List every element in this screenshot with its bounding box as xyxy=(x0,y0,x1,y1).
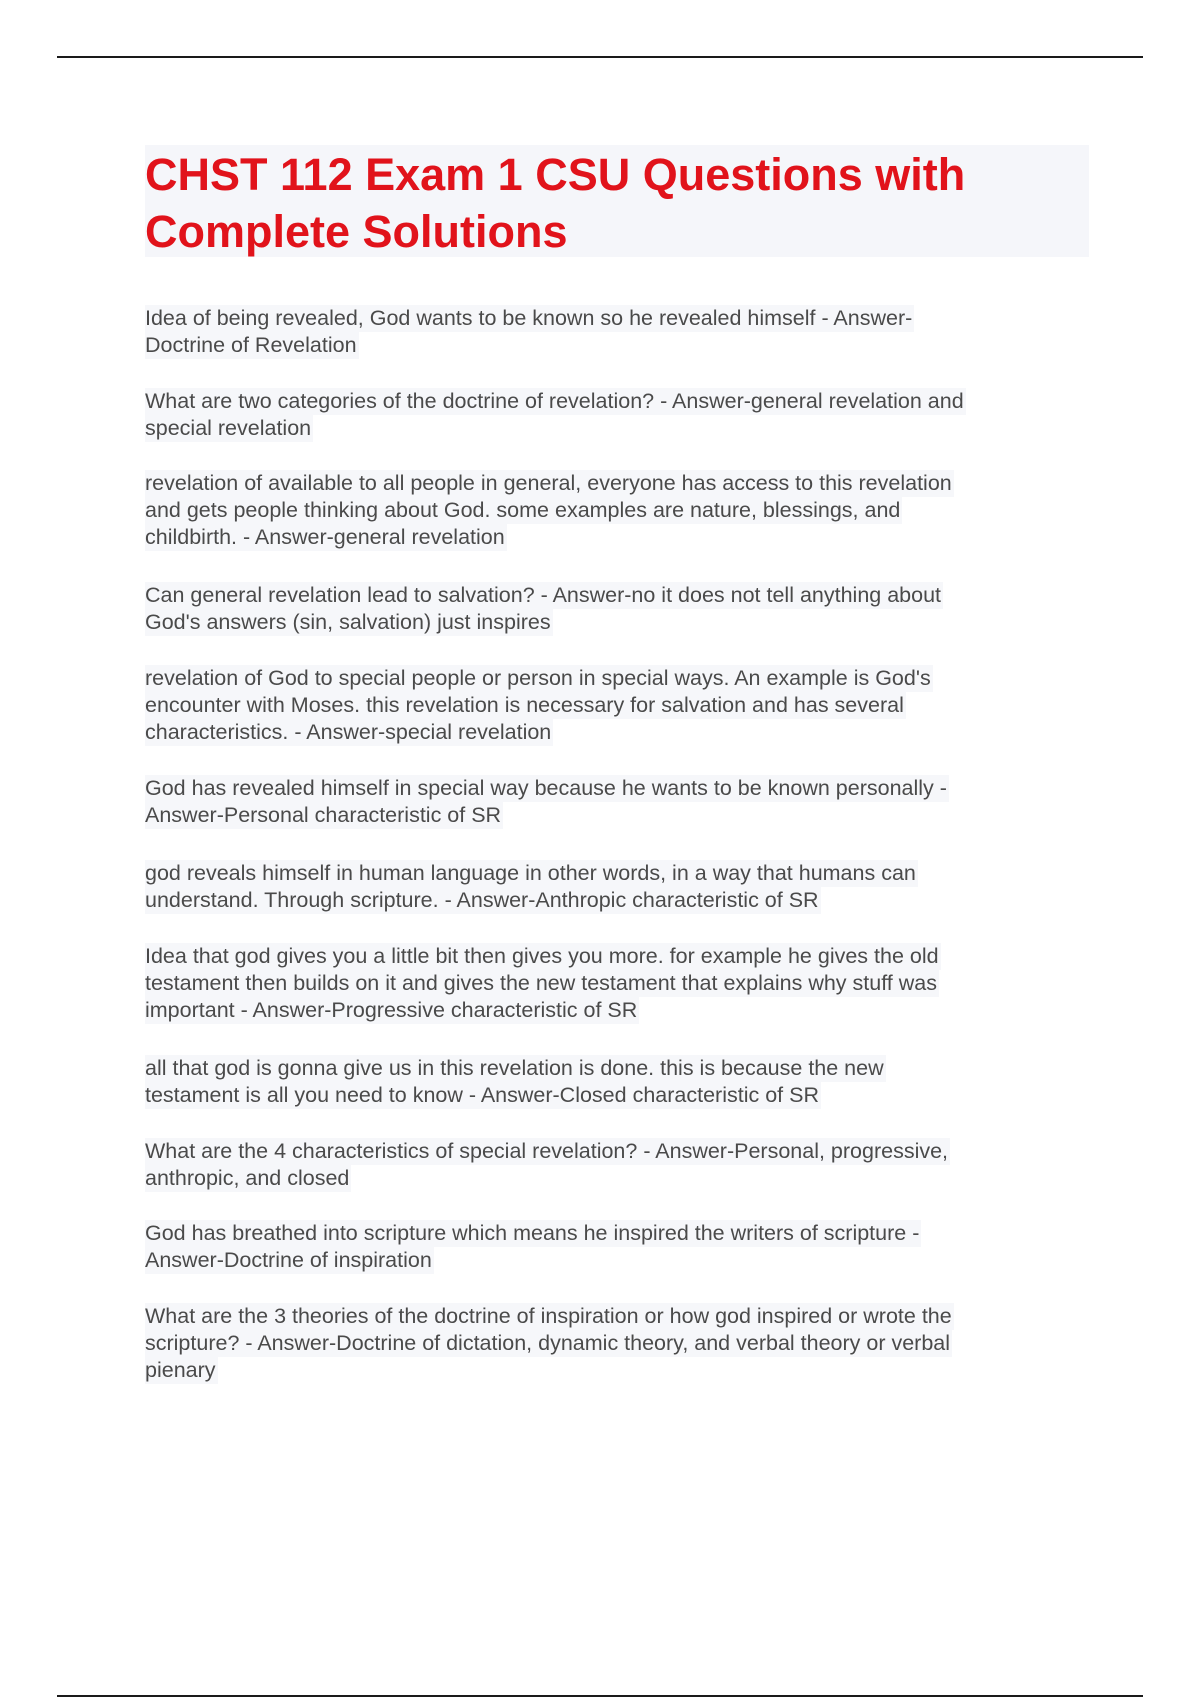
qa-line: understand. Through scripture. - Answer-Anthropic characteristic of SR xyxy=(145,888,819,912)
qa-line: pienary xyxy=(145,1358,216,1382)
qa-line: God's answers (sin, salvation) just inspires xyxy=(145,610,551,634)
qa-item-8 xyxy=(145,943,941,1024)
qa-line: testament is all you need to know - Answer-Closed characteristic of SR xyxy=(145,1083,819,1107)
document-title xyxy=(145,146,1089,260)
qa-item-12 xyxy=(145,1303,954,1384)
qa-line: What are two categories of the doctrine of revelation? - Answer-general revelation and xyxy=(145,389,964,413)
qa-line: important - Answer-Progressive characteristic of SR xyxy=(145,998,638,1022)
qa-line: Answer-Personal characteristic of SR xyxy=(145,803,502,827)
qa-item-9 xyxy=(145,1055,886,1109)
qa-line: God has revealed himself in special way because he wants to be known personally - xyxy=(145,776,947,800)
qa-line: all that god is gonna give us in this revelation is done. this is because the new xyxy=(145,1056,884,1080)
qa-item-6 xyxy=(145,775,949,829)
qa-line: Idea that god gives you a little bit then gives you more. for example he gives the old xyxy=(145,944,939,968)
qa-item-7 xyxy=(145,860,918,914)
qa-item-10 xyxy=(145,1138,950,1192)
title-line-2: Complete Solutions xyxy=(145,206,568,257)
qa-line: childbirth. - Answer-general revelation xyxy=(145,525,505,549)
qa-line: special revelation xyxy=(145,416,312,440)
qa-line: Idea of being revealed, God wants to be known so he revealed himself - Answer- xyxy=(145,306,913,330)
qa-line: anthropic, and closed xyxy=(145,1166,350,1190)
top-rule xyxy=(57,56,1143,58)
qa-line: Answer-Doctrine of inspiration xyxy=(145,1248,432,1272)
qa-line: What are the 3 theories of the doctrine of inspiration or how god inspired or wrote the xyxy=(145,1304,952,1328)
qa-item-2 xyxy=(145,388,966,442)
qa-line: revelation of available to all people in general, everyone has access to this revelation xyxy=(145,471,952,495)
qa-line: god reveals himself in human language in other words, in a way that humans can xyxy=(145,861,916,885)
qa-line: revelation of God to special people or person in special ways. An example is God's xyxy=(145,666,931,690)
qa-line: testament then builds on it and gives the new testament that explains why stuff was xyxy=(145,971,937,995)
qa-line: encounter with Moses. this revelation is necessary for salvation and has several xyxy=(145,693,904,717)
title-line-1: CHST 112 Exam 1 CSU Questions with xyxy=(145,149,966,200)
qa-line: Can general revelation lead to salvation? - Answer-no it does not tell anything about xyxy=(145,583,942,607)
qa-item-1 xyxy=(145,305,914,359)
qa-line: and gets people thinking about God. some examples are nature, blessings, and xyxy=(145,498,901,522)
qa-line: characteristics. - Answer-special revelation xyxy=(145,720,552,744)
qa-item-4 xyxy=(145,582,943,636)
qa-line: Doctrine of Revelation xyxy=(145,333,357,357)
qa-line: What are the 4 characteristics of special revelation? - Answer-Personal, progressive, xyxy=(145,1139,949,1163)
qa-line: scripture? - Answer-Doctrine of dictation, dynamic theory, and verbal theory or verbal xyxy=(145,1331,951,1355)
bottom-rule xyxy=(57,1695,1143,1697)
qa-item-5 xyxy=(145,665,933,746)
qa-item-11 xyxy=(145,1220,921,1274)
qa-item-3 xyxy=(145,470,954,551)
qa-line: God has breathed into scripture which means he inspired the writers of scripture - xyxy=(145,1221,920,1245)
